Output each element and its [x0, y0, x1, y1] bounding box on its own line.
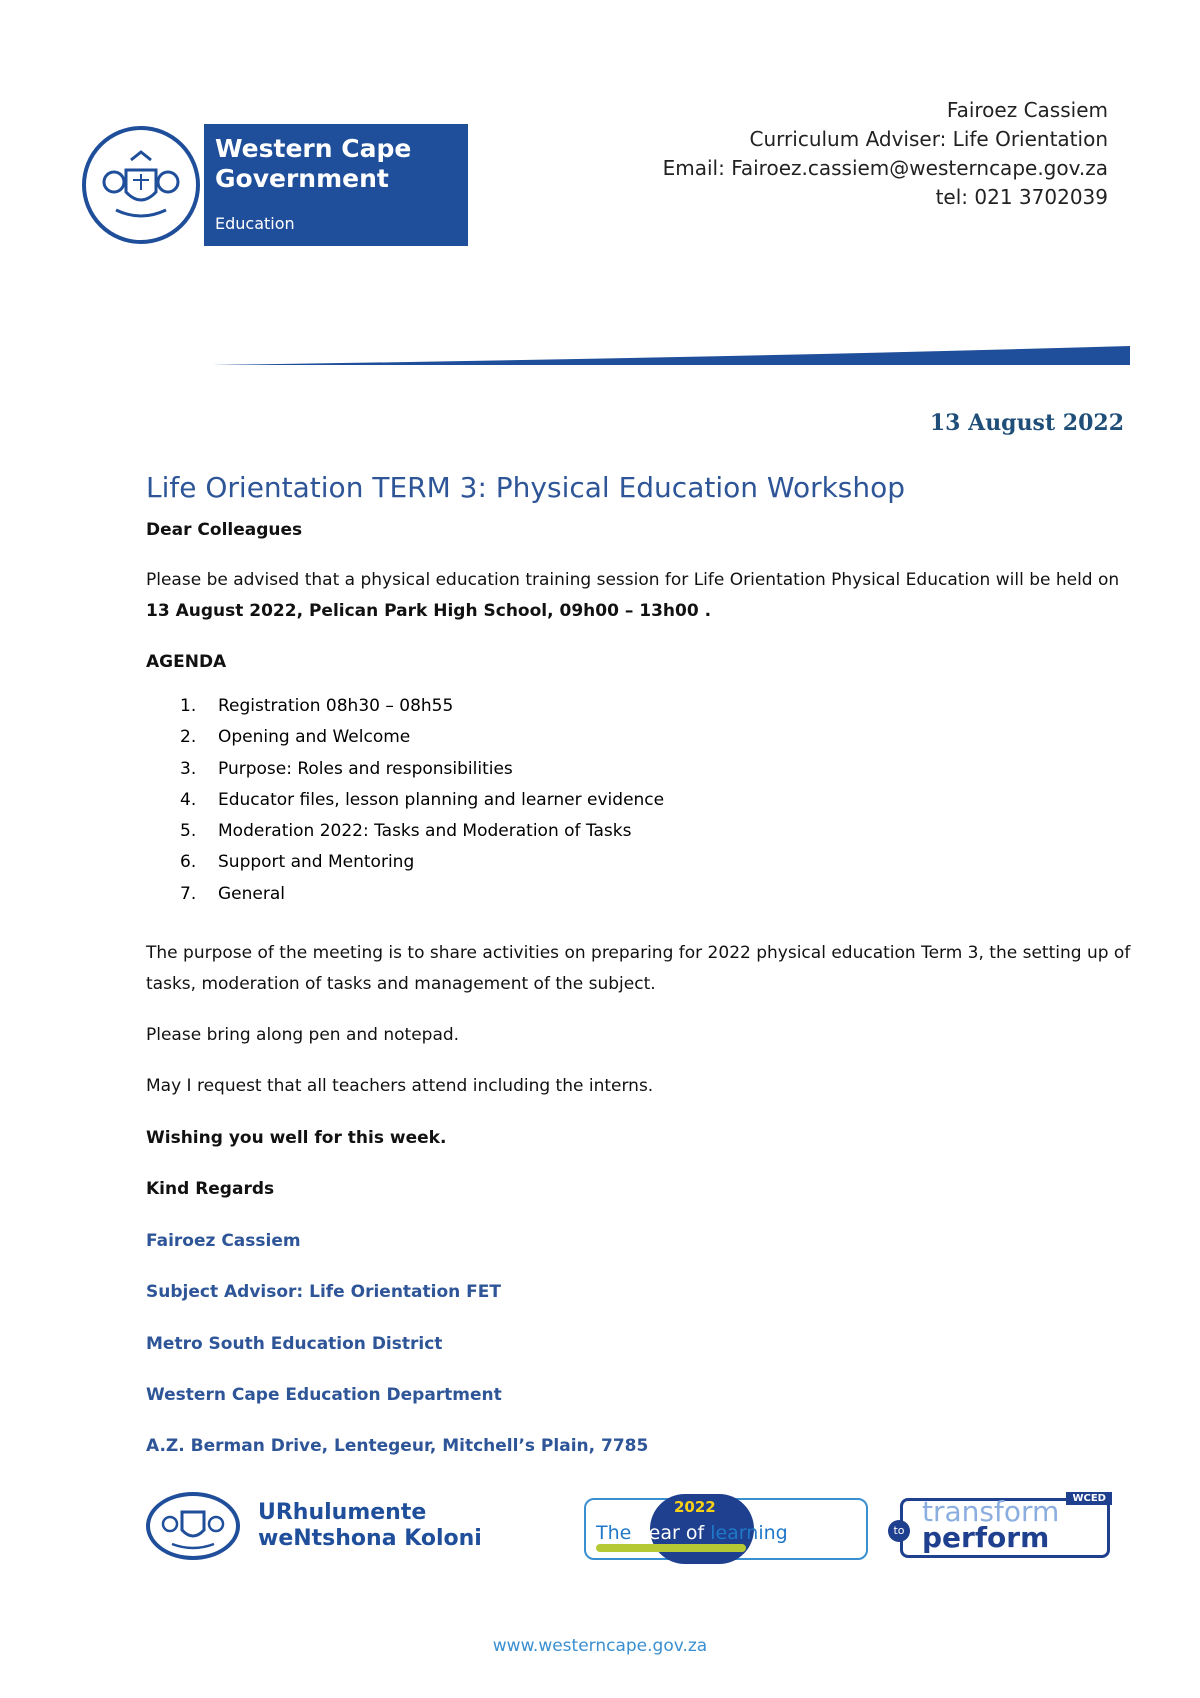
agenda-heading: AGENDA: [146, 652, 227, 672]
yol-learning: learning: [710, 1522, 788, 1544]
logo-dept: Education: [215, 214, 295, 233]
letter-date: 13 August 2022: [929, 410, 1124, 436]
yol-the: The: [596, 1522, 632, 1544]
list-item: [180, 821, 664, 852]
list-item: [180, 790, 664, 821]
list-item: [180, 884, 664, 915]
contact-block: [663, 96, 1108, 212]
yol-year: 2022: [674, 1498, 716, 1516]
list-item: [180, 759, 664, 790]
logo-name: [215, 134, 411, 194]
signature-address: A.Z. Berman Drive, Lentegeur, Mitchell’s Plain, 7785: [146, 1436, 649, 1456]
purpose-paragraph: The purpose of the meeting is to share activities on preparing for 2022 physical education Term 3, the setting up of tasks, moderation of tasks and management of the subject.: [146, 943, 1131, 994]
item-number: 7.: [180, 883, 197, 904]
item-number: 2.: [180, 727, 197, 748]
contact-role: Curriculum Adviser: Life Orientation: [749, 127, 1108, 151]
intro-paragraph: [146, 565, 1176, 627]
footer-gov-name: [258, 1500, 482, 1552]
item-number: 5.: [180, 821, 197, 842]
item-text: Support and Mentoring: [218, 852, 415, 873]
wcg-education-logo: [80, 124, 468, 246]
agenda-list: [180, 696, 664, 915]
yol-year-of: year of: [637, 1522, 705, 1544]
page-title: Life Orientation TERM 3: Physical Education Workshop: [146, 471, 906, 504]
item-text: Educator files, lesson planning and learner evidence: [218, 789, 665, 810]
footer-coat-of-arms-icon: [146, 1492, 240, 1560]
yol-text: [596, 1522, 788, 1544]
item-text: Opening and Welcome: [218, 727, 411, 748]
intro-details: 13 August 2022, Pelican Park High School, 09h00 – 13h00 .: [146, 601, 712, 621]
yol-strip: [596, 1544, 746, 1552]
tp-badge: WCED: [1066, 1492, 1112, 1505]
footer-gov-line2: weNtshona Koloni: [258, 1526, 482, 1551]
signature-department: Western Cape Education Department: [146, 1385, 502, 1405]
item-text: Purpose: Roles and responsibilities: [218, 758, 513, 779]
item-number: 4.: [180, 789, 197, 810]
contact-tel: tel: 021 3702039: [935, 185, 1108, 209]
logo-name-line1: Western Cape: [215, 134, 412, 163]
signature-district: Metro South Education District: [146, 1334, 443, 1354]
contact-email[interactable]: Email: Fairoez.cassiem@westerncape.gov.za: [662, 156, 1108, 180]
list-item: [180, 727, 664, 758]
bring-paragraph: Please bring along pen and notepad.: [146, 1025, 460, 1045]
signature-title: Subject Advisor: Life Orientation FET: [146, 1282, 501, 1302]
item-number: 6.: [180, 852, 197, 873]
header-divider-swoosh: [212, 340, 1132, 370]
transform-to-perform-logo: [894, 1492, 1116, 1564]
item-text: General: [218, 883, 285, 904]
item-text: Moderation 2022: Tasks and Moderation of Tasks: [218, 821, 632, 842]
item-number: 1.: [180, 696, 197, 716]
crest-background: [80, 124, 204, 246]
tp-to: to: [888, 1520, 910, 1542]
signature-name: Fairoez Cassiem: [146, 1231, 301, 1251]
list-item: [180, 852, 664, 883]
greeting: Dear Colleagues: [146, 520, 303, 540]
request-paragraph: May I request that all teachers attend including the interns.: [146, 1076, 654, 1096]
item-number: 3.: [180, 758, 197, 779]
list-item: [180, 696, 664, 727]
intro-text: Please be advised that a physical education training session for Life Orientation Physical Education will be held on: [146, 570, 1120, 590]
footer-gov-line1: URhulumente: [258, 1500, 427, 1525]
wishing-paragraph: Wishing you well for this week.: [146, 1128, 447, 1148]
contact-name: Fairoez Cassiem: [946, 98, 1108, 122]
tp-transform: transform: [922, 1495, 1060, 1528]
footer-website-link[interactable]: www.westerncape.gov.za: [492, 1636, 708, 1656]
item-text: Registration 08h30 – 08h55: [218, 696, 454, 716]
tp-perform: perform: [922, 1521, 1050, 1554]
logo-name-line2: Government: [215, 164, 389, 193]
regards: Kind Regards: [146, 1179, 275, 1199]
year-of-learning-logo: [584, 1498, 868, 1560]
coat-of-arms-icon: [82, 126, 200, 244]
